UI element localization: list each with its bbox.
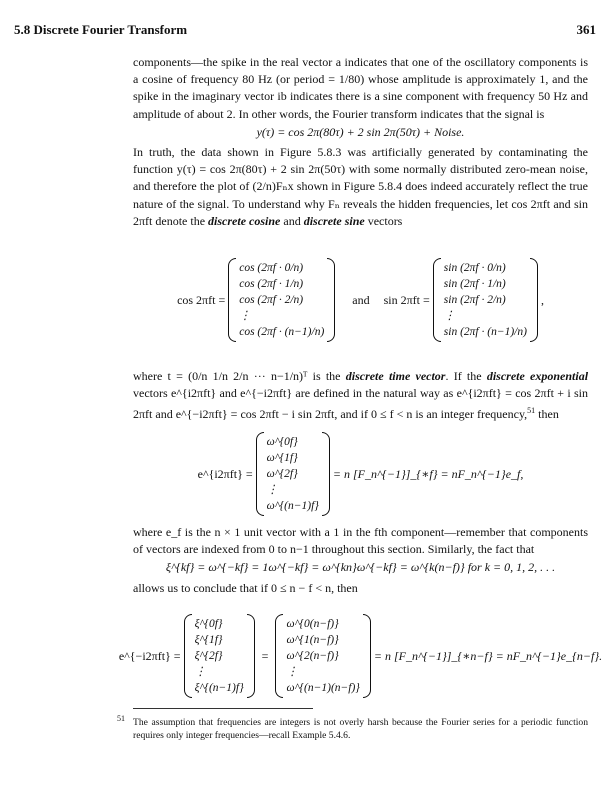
footnote-rule [133,708,313,709]
equals-sign: = [261,648,269,663]
omega-vector-matrix [256,432,330,516]
footnote-reference[interactable]: 51 [527,406,536,416]
omega-nf-entry: ω^{2(n−f)} [286,650,339,662]
body-text-lower [133,524,588,597]
exp-negative-rhs: = n [F_n^{−1}]_{∗n−f} = nF_n^{−1}e_{n−f}. [373,648,603,663]
omega-entry: ⋮ [266,484,279,496]
paragraph-2 [133,144,588,230]
cos-entry: cos (2πf · 1/n) [239,278,304,290]
omega-vector-entries [264,432,322,516]
page-number: 361 [576,22,596,37]
paragraph-2-end: vectors [367,213,403,228]
omega-nf-vector-matrix [275,614,370,698]
omega-entry: ω^{1f} [266,452,298,464]
sin-vector-matrix [433,258,538,342]
equation-signal: y(τ) = cos 2π(80τ) + 2 sin 2π(50τ) + Noise. [256,124,465,139]
paragraph-3-text-a: where t = (0/n 1/n 2/n ··· n−1/n)ᵀ is the [133,369,341,383]
sin-vector-entries [441,258,530,342]
term-discrete-time-vector: discrete time vector [345,369,446,383]
body-text-middle [133,368,588,424]
omega-nf-entry: ω^{0(n−f)} [286,618,339,630]
cos-entry: cos (2πf · 0/n) [239,262,304,274]
cos-vector-label: cos 2πft = [177,292,226,307]
paragraph-2-and: and [283,213,301,228]
exp-negative-label: e^{−i2πft} = [118,648,181,663]
left-paren [184,614,192,698]
paragraph-4: where e_f is the n × 1 unit vector with a 1 in the fth component—remember that components of vectors are indexed from 0 to n−1 throughout this section. Similarly, the fact that [133,525,588,557]
right-paren [530,258,538,342]
display-exp-negative [118,614,603,698]
sin-entry: sin (2πf · (n−1)/n) [443,326,527,338]
xi-entry: ξ^{1f} [194,634,223,646]
sin-entry: ⋮ [443,310,456,322]
paragraph-3-text-c: vectors e^{i2πft} and e^{−i2πft} are defined in the natural way as e^{i2πft} = cos 2πft + i sin 2πft and e^{−i2πft} = cos 2πft − i sin 2πft, and if 0 ≤ f < n is an integer frequency, [133,386,588,422]
left-paren [256,432,264,516]
omega-entry: ω^{2f} [266,468,298,480]
omega-nf-entry: ω^{(n−1)(n−f)} [286,682,360,694]
and-word: and [352,292,370,307]
omega-nf-vector-entries [283,614,362,698]
xi-vector-matrix [184,614,255,698]
right-paren [322,432,330,516]
paragraph-2-text: In truth, the data shown in Figure 5.8.3 was artificially generated by contaminating the function y(τ) = cos 2π(80τ) + 2 sin 2π(50τ) with some normally distributed zero-mean noise, and therefore the plot of (2/n)Fₙx shown in Figure 5.8.4 does indeed accurately reflect the true nature of the signal. To understand why Fₙ reveals the hidden frequencies, let cos 2πft and sin 2πft denote the [133,145,588,228]
sin-entry: sin (2πf · 1/n) [443,278,506,290]
xi-entry: ⋮ [194,666,207,678]
xi-entry: ξ^{0f} [194,618,223,630]
omega-entry: ω^{0f} [266,436,298,448]
sin-vector-label: sin 2πft = [383,292,430,307]
xi-entry: ξ^{2f} [194,650,223,662]
cos-vector-matrix [228,258,335,342]
omega-nf-entry: ⋮ [286,666,298,678]
left-paren [433,258,441,342]
omega-entry: ω^{(n−1)f} [266,500,319,512]
body-text-top [133,54,588,230]
display-exp-positive [133,432,588,516]
term-discrete-sine: discrete sine [303,213,365,228]
running-header [14,22,596,40]
section-title: 5.8 Discrete Fourier Transform [14,22,188,37]
cos-entry: cos (2πf · (n−1)/n) [239,326,325,338]
sin-entry: sin (2πf · 2/n) [443,294,506,306]
right-paren [363,614,371,698]
cos-entry: cos (2πf · 2/n) [239,294,304,306]
equation-xi-omega: ξ^{kf} = ω^{−kf} = 1ω^{−kf} = ω^{kn}ω^{−kf} = ω^{k(n−f)} for k = 0, 1, 2, . . . [165,560,556,575]
footnote-number: 51 [117,714,125,723]
term-discrete-cosine: discrete cosine [208,213,281,228]
right-paren [247,614,255,698]
left-paren [228,258,236,342]
paragraph-3-end: then [538,407,559,422]
left-paren [275,614,283,698]
footnote-text: The assumption that frequencies are integers is not overly harsh because the Fourier series for a periodic function requires only integer frequencies—recall Example 5.4.6. [133,717,588,741]
cos-entry: ⋮ [239,310,251,322]
xi-vector-entries [192,614,247,698]
paragraph-5: allows us to conclude that if 0 ≤ n − f < n, then [133,580,358,595]
omega-nf-entry: ω^{1(n−f)} [286,634,339,646]
paragraph-1: components—the spike in the real vector a indicates that one of the oscillatory components is a cosine of frequency 80 Hz (or period = 1/80) whose amplitude is approximately 1, and the spike in the imaginary vector ib indicates there is a sine component with frequency 50 Hz and amplitude of about 2. In other words, the Fourier transform indicates that the signal is [133,55,588,121]
cos-vector-entries [236,258,327,342]
exp-positive-rhs: = n [F_n^{−1}]_{∗f} = nF_n^{−1}e_f, [332,466,524,481]
paragraph-3-text-b: . If the [445,369,482,383]
display-cos-sin [133,258,588,342]
trailing-comma: , [540,292,544,307]
paragraph-3 [133,368,588,424]
xi-entry: ξ^{(n−1)f} [194,682,244,694]
right-paren [327,258,335,342]
term-discrete-exponential: discrete exponential [486,369,589,383]
exp-positive-label: e^{i2πft} = [197,466,253,481]
sin-entry: sin (2πf · 0/n) [443,262,506,274]
